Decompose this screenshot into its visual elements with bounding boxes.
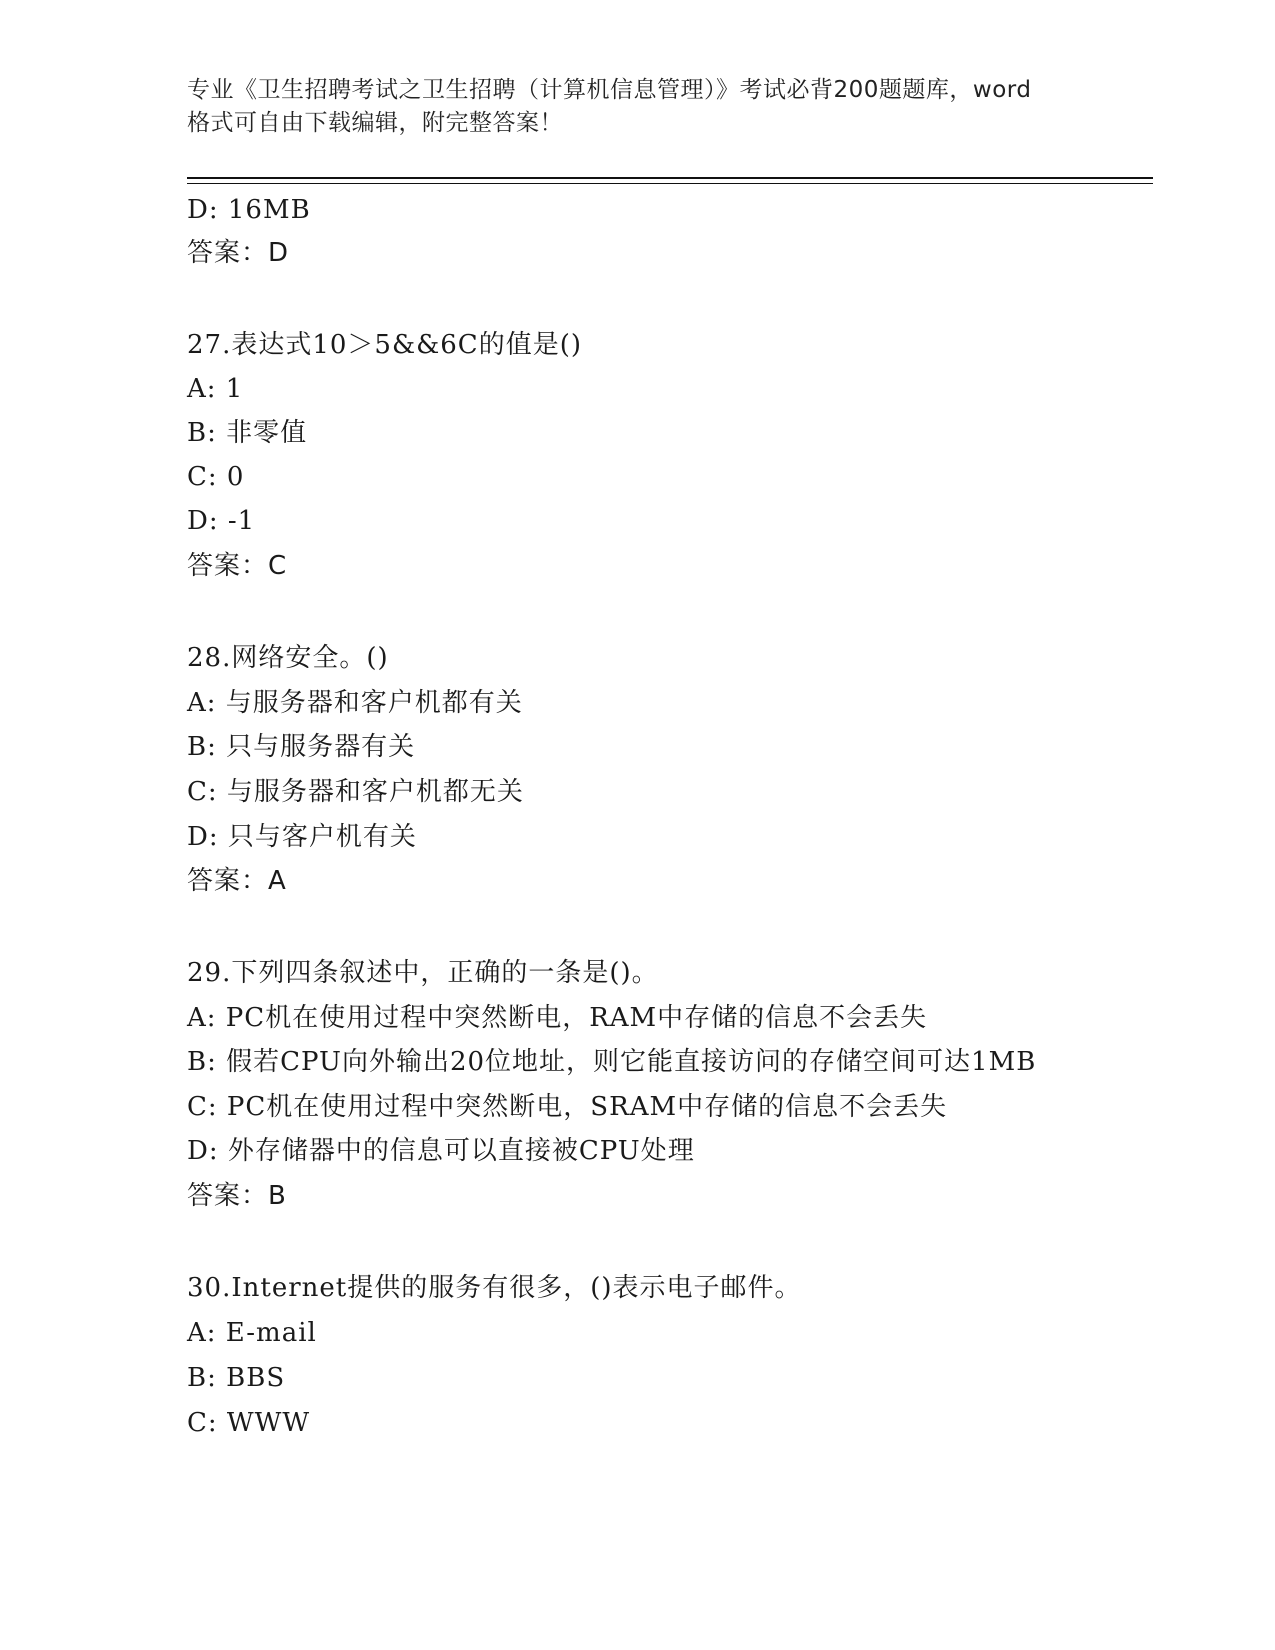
q27-question: 27.表达式10＞5&&6C的值是() [187,330,582,360]
q28-option-d: D: 只与客户机有关 [187,822,417,852]
q29-option-b: B: 假若CPU向外输出20位地址，则它能直接访问的存储空间可达1MB [187,1047,1037,1077]
q27-option-b: B: 非零值 [187,418,308,448]
q28-answer: 答案：A [187,866,287,896]
q29-option-a: A: PC机在使用过程中突然断电，RAM中存储的信息不会丢失 [187,1003,928,1033]
header-divider-thick [187,177,1153,179]
q28-option-a: A: 与服务器和客户机都有关 [187,688,523,718]
q30-option-b: B: BBS [187,1363,286,1393]
q28-option-c: C: 与服务器和客户机都无关 [187,777,524,807]
header-divider-thin [187,183,1153,184]
q29-option-c: C: PC机在使用过程中突然断电，SRAM中存储的信息不会丢失 [187,1092,948,1122]
header-line-2: 格式可自由下载编辑，附完整答案！ [187,110,563,136]
document-header [187,74,1087,140]
q27-option-a: A: 1 [187,374,244,404]
q30-option-c: C: WWW [187,1408,311,1438]
q30-question: 30.Internet提供的服务有很多，()表示电子邮件。 [187,1273,802,1303]
q27-option-d: D: -1 [187,506,256,536]
q27-option-c: C: 0 [187,462,245,492]
q26-answer: 答案：D [187,238,290,268]
q29-question: 29.下列四条叙述中，正确的一条是()。 [187,958,659,988]
q26-option-d: D: 16MB [187,195,311,225]
q27-answer: 答案：C [187,551,288,581]
q28-question: 28.网络安全。() [187,643,389,673]
q29-option-d: D: 外存储器中的信息可以直接被CPU处理 [187,1136,695,1166]
q28-option-b: B: 只与服务器有关 [187,732,416,762]
q30-option-a: A: E-mail [187,1318,317,1348]
q29-answer: 答案：B [187,1181,287,1211]
header-line-1: 专业《卫生招聘考试之卫生招聘（计算机信息管理）》考试必背200题题库，word [187,77,1032,103]
